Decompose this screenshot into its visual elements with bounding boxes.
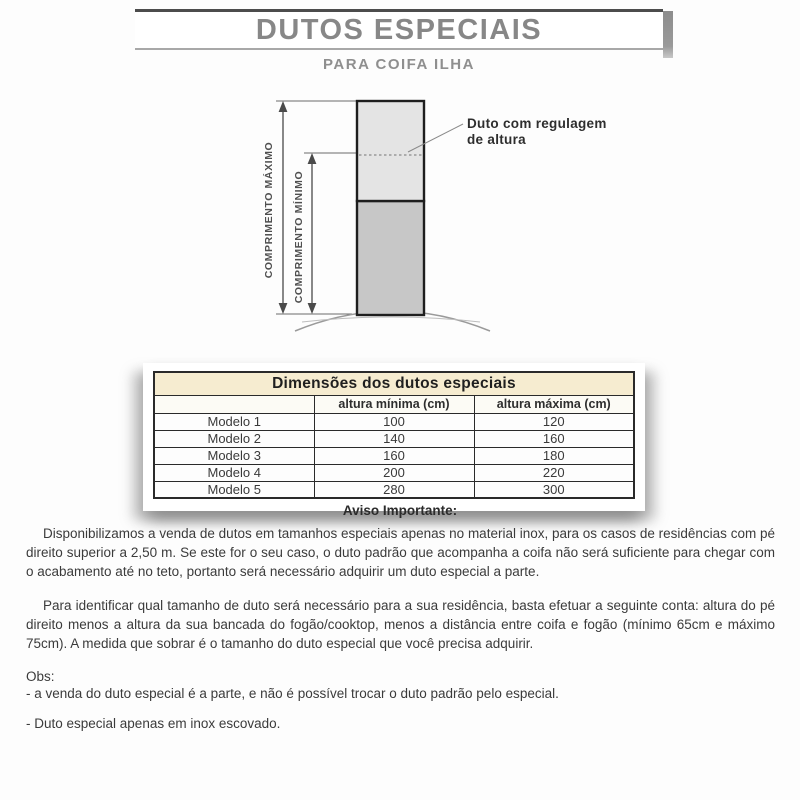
min-height-cell: 160 bbox=[314, 447, 474, 464]
duct-diagram bbox=[230, 85, 680, 350]
duct-callout-label-line1: Duto com regulagem bbox=[467, 116, 607, 131]
dimensions-table-card bbox=[143, 363, 645, 511]
model-cell: Modelo 1 bbox=[154, 413, 314, 430]
min-height-cell: 100 bbox=[314, 413, 474, 430]
model-cell: Modelo 3 bbox=[154, 447, 314, 464]
model-cell: Modelo 4 bbox=[154, 464, 314, 481]
notice-paragraph-2: Para identificar qual tamanho de duto será necessário para a sua residência, basta efetuar a seguinte conta: altura do pé direito menos a altura da sua bancada do fogão/cooktop, menos a distância entre coifa e fogão (mínimo 65cm e máximo 75cm). A medida que sobrar é o tamanho do duto especial que você precisa adquirir. bbox=[26, 598, 775, 651]
banner-shadow bbox=[663, 11, 673, 58]
duct-lower-section bbox=[357, 201, 424, 315]
title-banner bbox=[135, 9, 663, 50]
max-height-cell: 300 bbox=[474, 481, 634, 498]
table-row bbox=[154, 447, 634, 464]
comprimento-maximo-label: COMPRIMENTO MÁXIMO bbox=[263, 141, 275, 279]
dimension-arrow-min bbox=[308, 153, 317, 314]
max-height-cell: 160 bbox=[474, 430, 634, 447]
notice-title: Aviso Importante: bbox=[342, 503, 458, 518]
obs-item-1: - a venda do duto especial é a parte, e não é possível trocar o duto padrão pelo especial. bbox=[26, 686, 559, 701]
min-height-cell: 140 bbox=[314, 430, 474, 447]
table-title-row bbox=[154, 372, 634, 395]
obs-title: Obs: bbox=[26, 669, 55, 684]
table-row bbox=[154, 430, 634, 447]
table-title: Dimensões dos dutos especiais bbox=[154, 372, 634, 395]
table-row bbox=[154, 464, 634, 481]
max-height-cell: 220 bbox=[474, 464, 634, 481]
max-height-cell: 120 bbox=[474, 413, 634, 430]
comprimento-minimo-label: COMPRIMENTO MÍNIMO bbox=[293, 170, 305, 304]
table-header-row bbox=[154, 395, 634, 413]
model-cell: Modelo 5 bbox=[154, 481, 314, 498]
table-header-max: altura máxima (cm) bbox=[474, 395, 634, 413]
page-title: DUTOS ESPECIAIS bbox=[255, 13, 543, 46]
duct-upper-section bbox=[357, 101, 424, 201]
table-header-empty bbox=[154, 395, 314, 413]
model-cell: Modelo 2 bbox=[154, 430, 314, 447]
max-height-cell: 180 bbox=[474, 447, 634, 464]
table-row bbox=[154, 481, 634, 498]
notice-paragraph-1: Disponibilizamos a venda de dutos em tamanhos especiais apenas no material inox, para os casos de residências com pé direito superior a 2,50 m. Se este for o seu caso, o duto padrão que acompanha a coifa não será suficiente para chegar com o acabamento até no teto, portanto será necessário adquirir um duto especial a parte. bbox=[26, 526, 775, 579]
dimension-arrow-max bbox=[279, 101, 288, 314]
dimensions-table bbox=[153, 371, 635, 499]
min-height-cell: 280 bbox=[314, 481, 474, 498]
page-subtitle: PARA COIFA ILHA bbox=[323, 56, 475, 73]
table-header-min: altura mínima (cm) bbox=[314, 395, 474, 413]
min-height-cell: 200 bbox=[314, 464, 474, 481]
obs-item-2: - Duto especial apenas em inox escovado. bbox=[26, 716, 281, 731]
duct-callout-label-line2: de altura bbox=[467, 132, 526, 147]
table-row bbox=[154, 413, 634, 430]
